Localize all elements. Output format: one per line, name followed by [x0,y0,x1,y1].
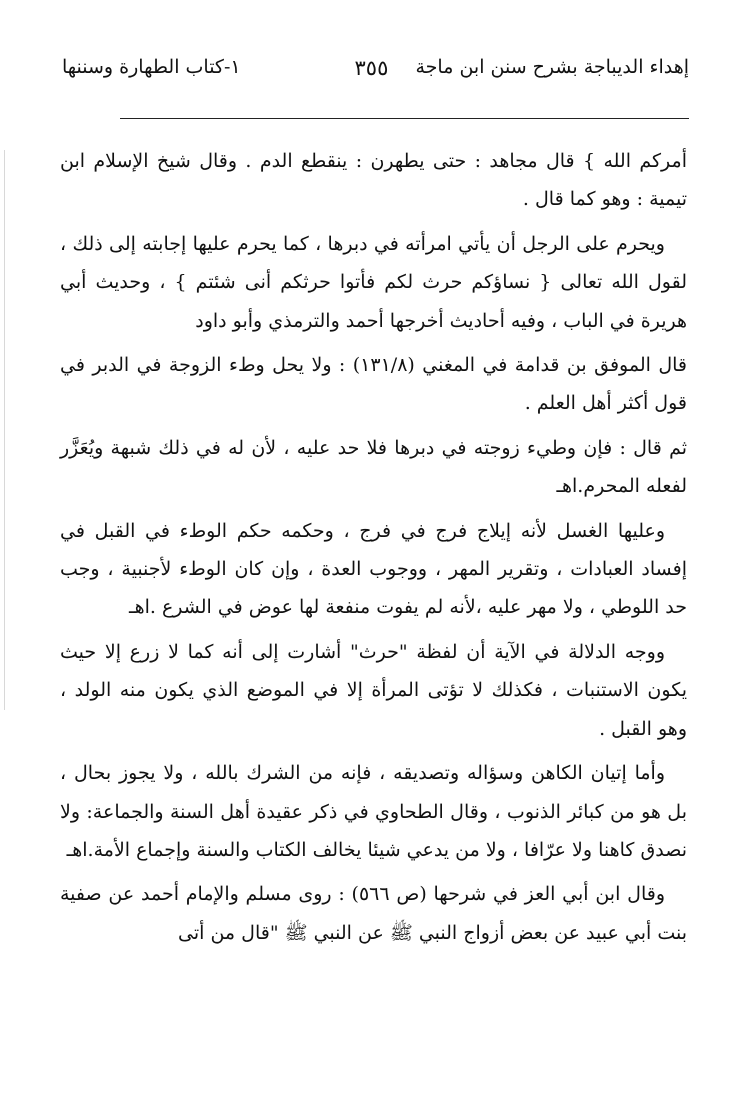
page-header [62,56,689,90]
paragraph: ثم قال : فإن وطيء زوجته في دبرها فلا حد عليه ، لأن له في ذلك شبهة ويُعَزَّر لفعله المحرم.اهـ [60,436,687,498]
paragraph: قال الموفق بن قدامة في المغني (١٣١/٨) : ولا يحل وطء الزوجة في الدبر في قول أكثر أهل العلم . [60,354,688,415]
paragraph: وعليها الغسل لأنه إيلاج فرج في فرج ، وحكمه حكم الوطء في القبل في إفساد العبادات ، وتقرير المهر ، ووجوب العدة ، وإن كان الوطء لأجنبية ، وجب حد اللوطي ، ولا مهر عليه ،لأنه لم يفوت منفعة لها عوض في الشرع .اهـ [60,519,687,619]
body-text [60,142,687,958]
paragraph: ووجه الدلالة في الآية أن لفظة "حرث" أشارت إلى أنه كما لا زرع إلا حيث يكون الاستنبات ، فكذلك لا تؤتى المرأة إلا في الموضع الذي يكون منه الولد ، وهو القبل . [60,640,687,740]
paragraph: أمركم الله } قال مجاهد : حتى يطهرن : ينقطع الدم . وقال شيخ الإسلام ابن تيمية : وهو كما قال . [60,150,687,211]
paragraph: وأما إتيان الكاهن وسؤاله وتصديقه ، فإنه من الشرك بالله ، ولا يجوز بحال ، بل هو من كبائر الذنوب ، وقال الطحاوي في ذكر عقيدة أهل السنة والجماعة: ولا نصدق كاهنا ولا عرّافا ، ولا من يدعي شيئا يخالف الكتاب والسنة وإجماع الأمة.اهـ [60,762,687,861]
header-divider [120,118,689,119]
page-edge-shadow [4,150,5,710]
book-title: إهداء الديباجة بشرح سنن ابن ماجة [415,56,689,78]
paragraph: وقال ابن أبي العز في شرحها (ص ٥٦٦) : روى مسلم والإمام أحمد عن صفية بنت أبي عبيد عن بعض أزواج النبي ﷺ عن النبي ﷺ "قال من أتى [60,883,687,944]
chapter-title: ١-كتاب الطهارة وسننها [62,56,241,78]
page-number: ٣٥٥ [354,56,389,80]
paragraph: ويحرم على الرجل أن يأتي امرأته في دبرها ، كما يحرم عليها إجابته إلى ذلك ، لقول الله تعالى { نساؤكم حرث لكم فأتوا حرثكم أنى شئتم } ، وحديث أبي هريرة في الباب ، وفيه أحاديث أخرجها أحمد والترمذي وأبو داود [60,232,687,332]
